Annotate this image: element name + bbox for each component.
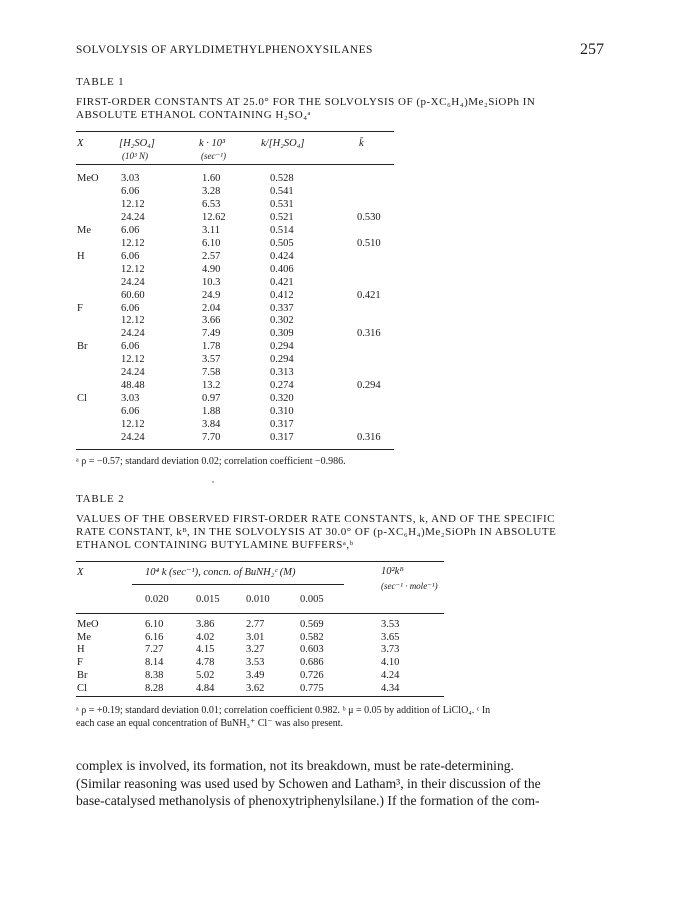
- t1-cell-x: Br: [77, 341, 88, 353]
- t2-cell-0010: 3.62: [246, 682, 265, 694]
- t1-cell-conc: 6.06: [121, 341, 140, 353]
- t2-cell-kb: 4.24: [381, 669, 400, 681]
- t2-cell-x: F: [77, 657, 83, 669]
- t2-cell-0005: 0.686: [300, 657, 324, 669]
- table1-header-x: X: [77, 138, 84, 149]
- table2-conc-4: 0.005: [300, 594, 324, 605]
- t2-cell-kb: 3.65: [381, 631, 400, 643]
- t1-cell-k: 24.9: [202, 289, 221, 301]
- t1-cell-k: 12.62: [202, 211, 226, 223]
- t1-cell-kbar: 0.294: [357, 380, 381, 392]
- t1-cell-x: Me: [77, 224, 91, 236]
- table2-caption-line3: ETHANOL CONTAINING BUTYLAMINE BUFFERSᵃ,ᵇ: [76, 539, 354, 551]
- t1-cell-x: F: [77, 302, 83, 314]
- table2-header-x: X: [77, 567, 84, 578]
- table2-caption-line2: RATE CONSTANT, kᴮ, IN THE SOLVOLYSIS AT 30.0° OF (p-XC₆H₄)Me₂SiOPh IN ABSOLUTE: [76, 526, 557, 538]
- t2-cell-x: H: [77, 644, 85, 656]
- t1-cell-k: 1.60: [202, 173, 221, 184]
- t1-cell-ratio: 0.521: [270, 211, 294, 223]
- t1-cell-ratio: 0.531: [270, 198, 294, 210]
- table2-header-group: 10⁴ k (sec⁻¹), concn. of BuNH₂ᶜ (M): [145, 567, 296, 578]
- table2-header-kb-unit: (sec⁻¹ · mole⁻¹): [381, 581, 438, 591]
- t1-cell-ratio: 0.320: [270, 393, 294, 405]
- t2-cell-0010: 2.77: [246, 619, 265, 630]
- body-line-2: (Similar reasoning was used used by Schowen and Latham³, in their discussion of the: [76, 775, 541, 791]
- t1-cell-k: 1.88: [202, 406, 221, 418]
- t2-cell-0015: 3.86: [196, 619, 215, 630]
- table2-conc-2: 0.015: [196, 594, 220, 605]
- t1-cell-ratio: 0.317: [270, 419, 294, 431]
- table1-footnote: ᵃ ρ = −0.57; standard deviation 0.02; correlation coefficient −0.986.: [76, 456, 346, 467]
- t1-cell-conc: 3.03: [121, 173, 140, 184]
- t2-cell-x: Br: [77, 669, 88, 681]
- t1-cell-k: 7.58: [202, 367, 221, 379]
- t1-cell-k: 1.78: [202, 341, 221, 353]
- t1-cell-ratio: 0.294: [270, 354, 294, 366]
- page-number: 257: [580, 41, 604, 58]
- t1-cell-ratio: 0.317: [270, 432, 294, 443]
- t1-cell-k: 3.28: [202, 185, 221, 197]
- table2-header-kb: 10²kᴮ: [381, 566, 404, 577]
- t2-cell-0020: 8.28: [145, 682, 164, 694]
- table1-header-k: k · 10³: [199, 138, 226, 149]
- table2-conc-3: 0.010: [246, 594, 270, 605]
- table2-group-rule: [132, 584, 344, 585]
- t2-cell-0020: 8.38: [145, 669, 164, 681]
- t1-cell-kbar: 0.421: [357, 289, 381, 301]
- t2-cell-kb: 4.10: [381, 657, 400, 669]
- t2-cell-0015: 4.78: [196, 657, 215, 669]
- t1-cell-ratio: 0.514: [270, 224, 294, 236]
- t1-cell-ratio: 0.313: [270, 367, 294, 379]
- table2-header-rule: [76, 613, 444, 614]
- t1-cell-conc: 24.24: [121, 432, 145, 443]
- body-paragraph: [76, 757, 606, 810]
- t1-cell-conc: 6.06: [121, 185, 140, 197]
- table1-caption-line2: ABSOLUTE ETHANOL CONTAINING H₂SO₄ᵃ: [76, 109, 312, 121]
- t1-cell-x: MeO: [77, 173, 99, 184]
- t1-cell-k: 3.84: [202, 419, 221, 431]
- t2-cell-x: Me: [77, 631, 91, 643]
- t1-cell-ratio: 0.541: [270, 185, 294, 197]
- t1-cell-ratio: 0.294: [270, 341, 294, 353]
- table1-header-conc-unit: (10³ N): [122, 151, 148, 161]
- t2-cell-0005: 0.569: [300, 619, 324, 630]
- t2-cell-x: MeO: [77, 619, 99, 630]
- t1-cell-conc: 12.12: [121, 419, 145, 431]
- t1-cell-ratio: 0.421: [270, 276, 294, 288]
- t1-cell-conc: 6.06: [121, 406, 140, 418]
- t2-cell-0010: 3.27: [246, 644, 265, 656]
- t2-cell-0005: 0.582: [300, 631, 324, 643]
- t2-cell-0010: 3.01: [246, 631, 265, 643]
- t1-cell-ratio: 0.302: [270, 315, 294, 327]
- t1-cell-kbar: 0.530: [357, 211, 381, 223]
- t1-cell-kbar: 0.316: [357, 328, 381, 340]
- t1-cell-conc: 60.60: [121, 289, 145, 301]
- t2-cell-x: Cl: [77, 682, 87, 694]
- t1-cell-ratio: 0.274: [270, 380, 294, 392]
- t1-cell-k: 4.90: [202, 263, 221, 275]
- t1-cell-k: 3.11: [202, 224, 220, 236]
- t1-cell-ratio: 0.309: [270, 328, 294, 340]
- t1-cell-x: H: [77, 250, 85, 262]
- body-line-1: complex is involved, its formation, not its breakdown, must be rate-determining.: [76, 758, 514, 773]
- t1-cell-ratio: 0.310: [270, 406, 294, 418]
- t1-cell-k: 6.53: [202, 198, 221, 210]
- scan-speck: [212, 481, 214, 483]
- t1-cell-ratio: 0.424: [270, 250, 294, 262]
- t2-cell-0020: 8.14: [145, 657, 164, 669]
- t1-cell-k: 0.97: [202, 393, 221, 405]
- t2-cell-0005: 0.726: [300, 669, 324, 681]
- t2-cell-0015: 4.02: [196, 631, 215, 643]
- t2-cell-0015: 4.84: [196, 682, 215, 694]
- table2-caption: [76, 513, 604, 552]
- t1-cell-ratio: 0.505: [270, 237, 294, 249]
- t1-cell-k: 10.3: [202, 276, 221, 288]
- t1-cell-conc: 24.24: [121, 211, 145, 223]
- t2-cell-0010: 3.53: [246, 657, 265, 669]
- table1-top-rule: [76, 131, 394, 132]
- table2-conc-1: 0.020: [145, 594, 169, 605]
- t1-cell-k: 2.57: [202, 250, 221, 262]
- table2-caption-line1: VALUES OF THE OBSERVED FIRST-ORDER RATE CONSTANTS, k, AND OF THE SPECIFIC: [76, 513, 555, 525]
- t1-cell-k: 3.57: [202, 354, 221, 366]
- table1-header-rule: [76, 164, 394, 165]
- t2-cell-kb: 4.34: [381, 682, 400, 694]
- t1-cell-conc: 12.12: [121, 354, 145, 366]
- table2-footnote-line2: each case an equal concentration of BuNH₃⁺ Cl⁻ was also present.: [76, 718, 344, 729]
- table1-header-conc: [H₂SO₄]: [119, 138, 155, 149]
- t1-cell-x: Cl: [77, 393, 87, 405]
- t1-cell-kbar: 0.510: [357, 237, 381, 249]
- table1-caption-line1: FIRST-ORDER CONSTANTS AT 25.0° FOR THE SOLVOLYSIS OF (p-XC₆H₄)Me₂SiOPh IN: [76, 96, 536, 108]
- t1-cell-conc: 24.24: [121, 276, 145, 288]
- t2-cell-kb: 3.73: [381, 644, 400, 656]
- body-line-3: base-catalysed methanolysis of phenoxytriphenylsilane.) If the formation of the com-: [76, 793, 540, 808]
- t1-cell-conc: 24.24: [121, 328, 145, 340]
- t1-cell-conc: 12.12: [121, 315, 145, 327]
- t1-cell-ratio: 0.412: [270, 289, 294, 301]
- t1-cell-ratio: 0.337: [270, 302, 294, 314]
- table1-header-kbar: k̄: [359, 138, 364, 149]
- t1-cell-conc: 12.12: [121, 198, 145, 210]
- t1-cell-conc: 12.12: [121, 263, 145, 275]
- t1-cell-conc: 12.12: [121, 237, 145, 249]
- running-head: [76, 41, 604, 62]
- t1-cell-k: 13.2: [202, 380, 221, 392]
- table1-caption: [76, 96, 604, 122]
- t1-cell-k: 7.49: [202, 328, 221, 340]
- t2-cell-0020: 6.16: [145, 631, 164, 643]
- t1-cell-k: 3.66: [202, 315, 221, 327]
- t1-cell-conc: 6.06: [121, 224, 140, 236]
- table1-header-ratio: k/[H₂SO₄]: [261, 138, 305, 149]
- t1-cell-conc: 48.48: [121, 380, 145, 392]
- t1-cell-ratio: 0.406: [270, 263, 294, 275]
- t2-cell-0005: 0.603: [300, 644, 324, 656]
- t2-cell-0020: 6.10: [145, 619, 164, 630]
- t1-cell-k: 7.70: [202, 432, 221, 443]
- t1-cell-conc: 6.06: [121, 302, 140, 314]
- table1-bottom-rule: [76, 449, 394, 450]
- table1-label: TABLE 1: [76, 76, 125, 88]
- t2-cell-0005: 0.775: [300, 682, 324, 694]
- t1-cell-conc: 24.24: [121, 367, 145, 379]
- t2-cell-0015: 4.15: [196, 644, 215, 656]
- table2-footnote-line1: ᵃ ρ = +0.19; standard deviation 0.01; correlation coefficient 0.982. ᵇ μ = 0.05 by addition of LiClO₄. ᶜ In: [76, 705, 491, 716]
- t2-cell-kb: 3.53: [381, 619, 400, 630]
- table2-top-rule: [76, 561, 444, 562]
- running-head-title: SOLVOLYSIS OF ARYLDIMETHYLPHENOXYSILANES: [76, 44, 373, 56]
- t1-cell-k: 6.10: [202, 237, 221, 249]
- t1-cell-conc: 6.06: [121, 250, 140, 262]
- table2-label: TABLE 2: [76, 493, 125, 505]
- t2-cell-0010: 3.49: [246, 669, 265, 681]
- table2-footnote: [76, 704, 604, 730]
- t2-cell-0020: 7.27: [145, 644, 164, 656]
- table1-header-k-unit: (sec⁻¹): [201, 151, 226, 161]
- t1-cell-ratio: 0.528: [270, 173, 294, 184]
- t1-cell-k: 2.04: [202, 302, 221, 314]
- t1-cell-kbar: 0.316: [357, 432, 381, 443]
- t1-cell-conc: 3.03: [121, 393, 140, 405]
- table2-bottom-rule: [76, 696, 444, 697]
- t2-cell-0015: 5.02: [196, 669, 215, 681]
